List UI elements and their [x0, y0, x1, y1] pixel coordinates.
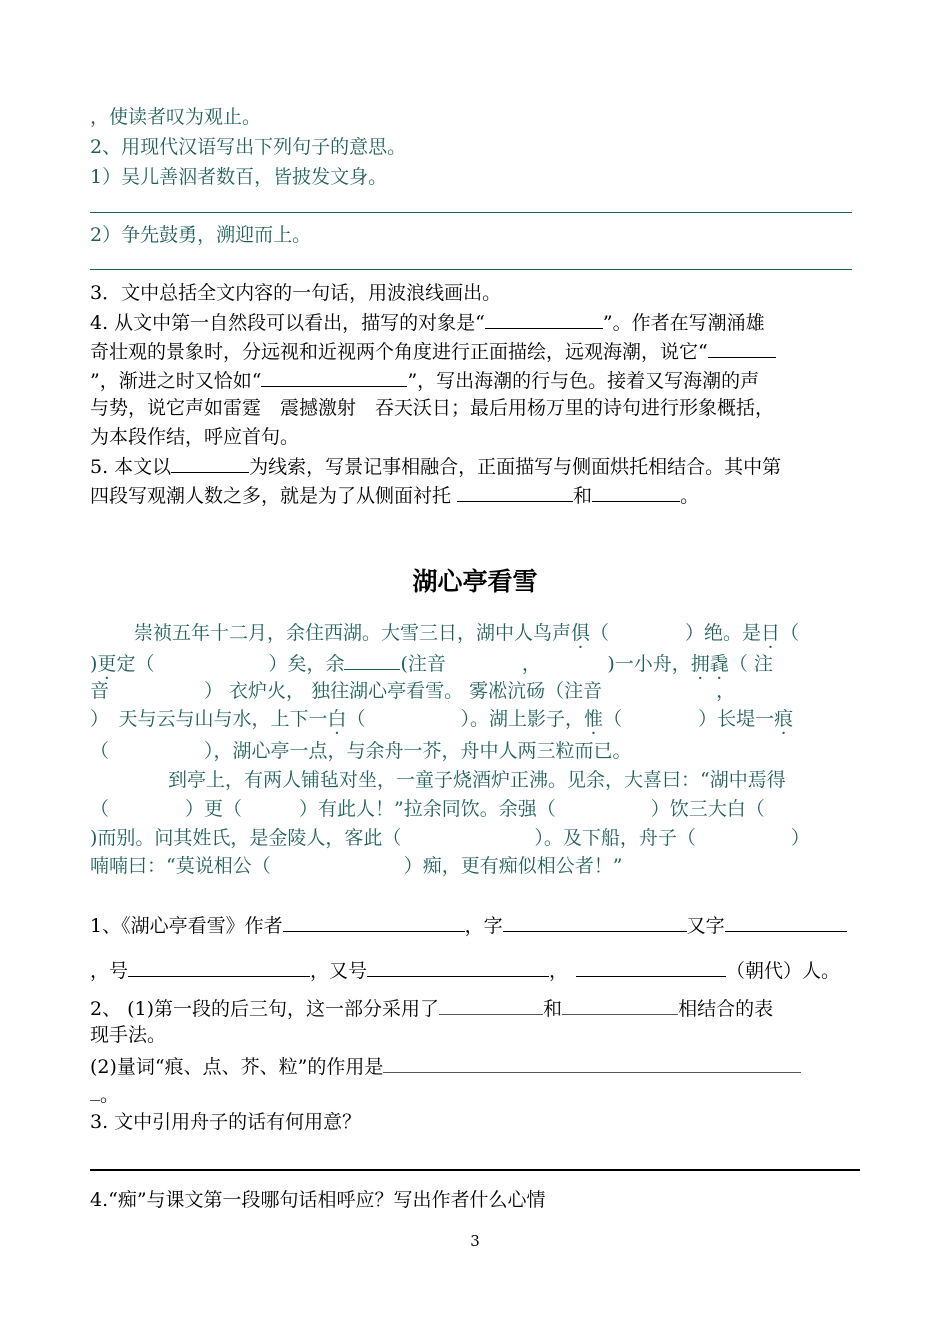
answer-line[interactable]: [90, 212, 852, 213]
blank-field[interactable]: [261, 366, 407, 387]
passage-line: 到亭上，有两人铺毡对坐，一童子烧酒炉正沸。见余，大喜曰：“湖中焉得: [168, 769, 786, 791]
question-2-line-1: [90, 994, 773, 1022]
dotted-char: 白: [327, 708, 347, 730]
dotted-char: 毳: [709, 653, 729, 675]
question-4: 4.“痴”与课文第一段哪句话相呼应？写出作者什么心情: [90, 1189, 546, 1211]
text: 和: [573, 485, 593, 507]
passage-line: [90, 649, 773, 677]
blank-field[interactable]: [576, 956, 726, 977]
blank-field[interactable]: [283, 911, 465, 932]
dotted-char: 痕: [774, 708, 794, 730]
dotted-char: 惟: [584, 708, 604, 730]
blank-field[interactable]: [367, 956, 549, 977]
question-2: 2、用现代汉语写出下列句子的意思。: [90, 136, 407, 158]
question-4-line-5: 为本段作结，呼应首句。: [90, 426, 300, 448]
dotted-char: 俱: [571, 622, 591, 644]
text: （ ）。湖上影子，: [346, 708, 585, 730]
question-4-line-1: [90, 308, 765, 336]
blank-field[interactable]: [90, 1080, 100, 1101]
blank-field[interactable]: [439, 994, 543, 1015]
text: ，: [549, 960, 569, 982]
question-1-line-2: [90, 956, 840, 984]
question-2-line-3: [90, 1052, 801, 1080]
blank-field[interactable]: [485, 308, 603, 329]
text: ): [90, 653, 98, 675]
answer-line[interactable]: [90, 269, 852, 270]
text: （ ）长堤一: [603, 708, 775, 730]
text: （ 注: [728, 653, 773, 675]
text: 5. 本文以: [90, 456, 172, 478]
text: 2、 (1)第一段的后三句，这一部分采用了: [90, 998, 440, 1020]
question-1-line-1: [90, 911, 847, 939]
blank-field[interactable]: [383, 1052, 801, 1073]
dotted-char: 日: [761, 622, 781, 644]
blank-field[interactable]: [503, 911, 687, 932]
text: (注音 ， )一小舟，: [400, 653, 691, 675]
answer-line[interactable]: [90, 1169, 860, 1171]
text: 。: [100, 1084, 120, 1106]
text: ，号: [90, 960, 129, 982]
question-2-line-2: 现手法。: [90, 1024, 167, 1046]
dotted-char: 拥: [690, 653, 710, 675]
text: 相结合的表: [678, 998, 774, 1020]
question-4-line-2: [90, 337, 776, 365]
text: ”。作者在写潮涌雄: [602, 312, 765, 334]
passage-line: [90, 706, 793, 732]
text: ） 天与云与山与水，上下一: [90, 708, 328, 730]
text: 4. 从文中第一自然段可以看出，描写的对象是“: [90, 312, 485, 334]
blank-field[interactable]: [562, 994, 678, 1015]
text: 。: [680, 485, 700, 507]
page-number: 3: [470, 1232, 480, 1250]
question-2-1: 1）吴儿善泅者数百，皆披发文身。: [90, 166, 388, 188]
text: ，字: [464, 915, 503, 937]
dotted-char: 更: [97, 653, 117, 675]
question-5-line-1: [90, 452, 781, 480]
passage-line: )而别。问其姓氏，是金陵人，客此（ ）。及下船，舟子（ ）: [90, 827, 810, 849]
text: 奇壮观的景象时，分远视和近视两个角度进行正面描绘，远观海潮，说它“: [90, 341, 708, 363]
question-4-line-3: [90, 366, 759, 394]
blank-field[interactable]: [592, 481, 680, 502]
question-2-2: 2）争先鼓勇，溯迎而上。: [90, 224, 312, 246]
text: 崇祯五年十二月，余住西湖。大雪三日，湖中人鸟声: [134, 622, 572, 644]
blank-field[interactable]: [457, 481, 573, 502]
text: （ ）绝。是: [590, 622, 762, 644]
passage-line: 喃喃曰：“莫说相公（ ）痴，更有痴似相公者！”: [90, 855, 623, 877]
text: （: [780, 622, 800, 644]
passage-line: （ ），湖心亭一点，与余舟一芥，舟中人两三粒而已。: [90, 740, 632, 762]
text: 和: [543, 998, 563, 1020]
blank-field[interactable]: [171, 452, 249, 473]
question-3: 3．文中总括全文内容的一句话，用波浪线画出。: [90, 282, 502, 304]
passage-line: [134, 620, 799, 646]
text-line: ，使读者叹为观止。: [90, 106, 262, 128]
text: 1、《湖心亭看雪》作者: [90, 915, 283, 937]
text: 定（ ）矣，余: [116, 653, 345, 675]
question-4-line-4: 与势，说它声如雷霆 震撼激射 吞天沃日；最后用杨万里的诗句进行形象概括，: [90, 397, 775, 419]
passage-title: 湖心亭看雪: [412, 567, 538, 596]
blank-field[interactable]: [708, 337, 776, 358]
text: 又字: [686, 915, 725, 937]
text: ，又号: [310, 960, 368, 982]
question-3: 3. 文中引用舟子的话有何用意？: [90, 1111, 362, 1133]
question-2-line-4: [90, 1080, 119, 1108]
question-5-line-2: [90, 481, 699, 509]
text: (2)量词“痕、点、芥、粒”的作用是: [90, 1056, 384, 1078]
passage-line: 音 ） 衣炉火， 独往湖心亭看雪。 雾凇沆砀（注音 ，: [90, 680, 736, 702]
text: （朝代）人。: [726, 960, 841, 982]
text: ”，写出海潮的行与色。接着又写海潮的声: [407, 370, 760, 392]
blank-field[interactable]: [344, 649, 400, 670]
blank-field[interactable]: [725, 911, 847, 932]
text: 为线索，写景记事相融合，正面描写与侧面烘托相结合。其中第: [249, 456, 782, 478]
text: ”，渐进之时又恰如“: [90, 370, 262, 392]
blank-field[interactable]: [128, 956, 310, 977]
text: 四段写观潮人数之多，就是为了从侧面衬托: [90, 485, 458, 507]
passage-line: （ ）更（ ）有此人！”拉余同饮。余强（ ）饮三大白（: [90, 798, 765, 820]
